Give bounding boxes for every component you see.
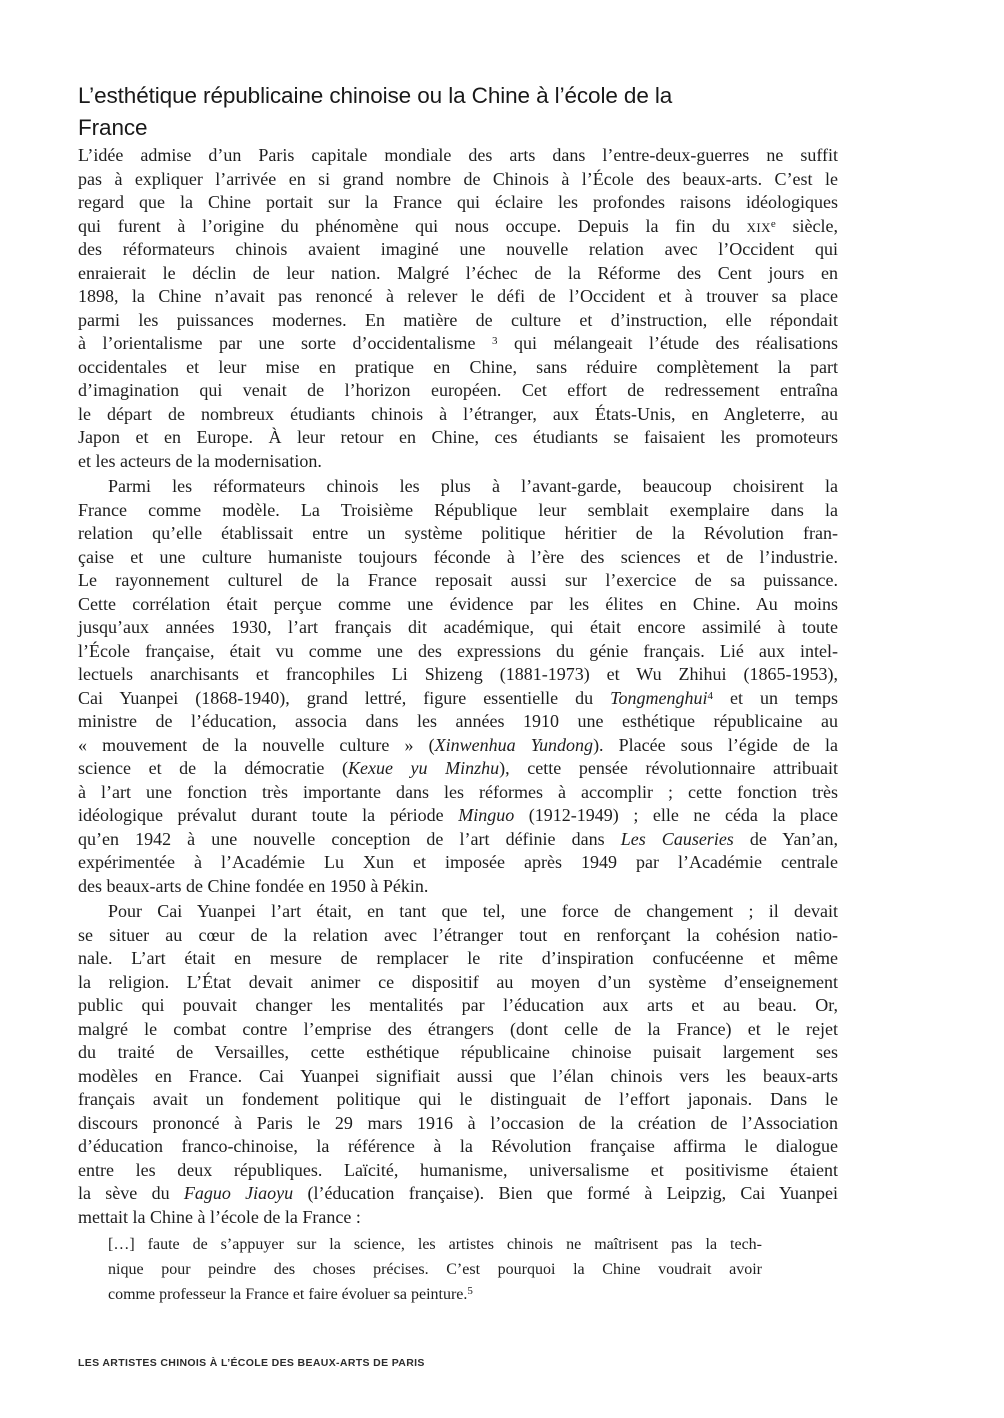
text-line: Cai Yuanpei (1868-1940), grand lettré, figure essentielle du Tongmenghui$^4$ et un temps [78,687,839,708]
text-line: d’éducation franco-chinoise, la référence à la Révolution française affirma le dialogue [78,1136,838,1156]
text-line: Japon et en Europe. À leur retour en Chine, ces étudiants se faisaient les promoteurs [78,427,838,447]
text-line: discours prononcé à Paris le 29 mars 1916 à l’occasion de la création de l’Association [78,1112,838,1133]
text-line: modèles en France. Cai Yuanpei signifiait aussi que l’élan chinois vers les beaux-arts [78,1065,838,1086]
text-line: occidentales et leur mise en pratique en Chine, sans réduire complètement la part [78,356,838,377]
text-line: la religion. L’État devait animer ce dispositif au moyen d’un système d’enseignement [78,971,838,992]
text-line: Parmi les réformateurs chinois les plus à l’avant-garde, beaucoup choisirent la [108,476,838,496]
text-line: Cette corrélation était perçue comme une évidence par les élites en Chine. Au moins [78,593,838,614]
text-line: l’École française, était vu comme une des expressions du génie français. Lié aux intel- [78,640,838,661]
text-line: le départ de nombreux étudiants chinois à l’étranger, aux États-Unis, en Angleterre, au [78,403,838,424]
text-line: France comme modèle. La Troisième République leur semblait exemplaire dans la [78,499,838,520]
text-line: regard que la Chine portait sur la France qui éclaire les profondes raisons idéologiques [78,192,838,212]
text-line: et les acteurs de la modernisation. [78,450,322,471]
blockquote-line: nique pour peindre des choses précises. C’est pourquoi la Chine voudrait avoir [108,1261,762,1278]
text-line: jusqu’aux années 1930, l’art français dit académique, qui était encore assimilé à toute [78,617,838,637]
text-line: public qui pouvait changer les mentalités par l’éducation aux arts et au beau. Or, [78,995,838,1015]
page-title-line: France [78,115,148,140]
text-line: à l’orientalisme par une sorte d’occidentalisme $^3$ qui mélangeait l’étude des réalisations [78,333,839,353]
text-line: mettait la Chine à l’école de la France : [78,1206,361,1227]
text-line: L’idée admise d’un Paris capitale mondiale des arts dans l’entre-deux-guerres ne suffit [78,145,838,165]
text-line: qu’en 1942 à une nouvelle conception de l’art définie dans Les Causeries de Yan’an, [78,828,838,849]
body-paragraph [78,900,838,1229]
text-line: entre les deux républiques. Laïcité, humanisme, universalisme et positivisme étaient [78,1159,838,1180]
text-line: la sève du Faguo Jiaoyu (l’éducation française). Bien que formé à Leipzig, Cai Yuanpei [78,1183,838,1203]
footer-running-title: LES ARTISTES CHINOIS À L’ÉCOLE DES BEAUX-ARTS DE PARIS [78,1357,425,1369]
text-line: des réformateurs chinois avaient imaginé une nouvelle relation avec l’Occident qui [78,239,838,259]
blockquote [108,1232,762,1307]
page-title [78,80,838,144]
text-line: « mouvement de la nouvelle culture » (Xinwenhua Yundong). Placée sous l’égide de la [78,734,838,755]
body-paragraph [78,475,838,898]
text-line: pas à expliquer l’arrivée en si grand nombre de Chinois à l’École des beaux-arts. C’est le [78,168,838,189]
text-line: lectuels anarchisants et francophiles Li Shizeng (1881-1973) et Wu Zhihui (1865-1953), [78,664,838,684]
text-line: expérimentée à l’Académie Lu Xun et imposée après 1949 par l’Académie centrale [78,852,838,872]
text-line: 1898, la Chine n’avait pas renoncé à relever le défi de l’Occident et à trouver sa place [78,286,838,306]
text-line: parmi les puissances modernes. En matière de culture et d’instruction, elle répondait [78,309,838,330]
body-text [78,144,838,1229]
text-line: ministre de l’éducation, associa dans les années 1910 une esthétique républicaine au [78,711,838,731]
text-line: français avait un fondement politique qui le distinguait de l’effort japonais. Dans le [78,1089,838,1109]
text-line: nale. L’art était en mesure de remplacer le rite d’inspiration confucéenne et même [78,948,838,968]
text-line: du traité de Versailles, cette esthétique républicaine chinoise puisait largement ses [78,1042,838,1062]
text-line: des beaux-arts de Chine fondée en 1950 à Pékin. [78,875,429,896]
text-line: à l’art une fonction très importante dans les réformes à accomplir ; cette fonction très [78,781,838,802]
text-line: se situer au cœur de la relation avec l’étranger tout en renforçant la cohésion natio- [78,924,838,945]
page-content [78,80,838,1307]
text-line: qui furent à l’origine du phénomène qui nous occupe. Depuis la fin du xix$^e$ siècle, [78,215,838,236]
blockquote-line: comme professeur la France et faire évoluer sa peinture.$^5$ [108,1285,473,1303]
text-line: idéologique prévalut durant toute la période Minguo (1912-1949) ; elle ne céda la place [78,805,838,825]
text-line: enraierait le déclin de leur nation. Malgré l’échec de la Réforme des Cent jours en [78,262,838,283]
text-line: d’imagination qui venait de l’horizon européen. Cet effort de redressement entraîna [78,380,838,400]
blockquote-line: […] faute de s’appuyer sur la science, les artistes chinois ne maîtrisent pas la tech- [108,1236,762,1253]
body-paragraph [78,144,838,473]
text-line: Pour Cai Yuanpei l’art était, en tant que tel, une force de changement ; il devait [108,901,838,921]
text-line: çaise et une culture humaniste toujours féconde à l’ère des sciences et de l’industrie. [78,546,838,567]
page-title-line: L’esthétique républicaine chinoise ou la Chine à l’école de la [78,83,673,108]
text-line: relation qu’elle établissait entre un système politique héritier de la Révolution fran- [78,523,838,543]
text-line: science et de la démocratie (Kexue yu Minzhu), cette pensée révolutionnaire attribuait [78,758,839,778]
text-line: Le rayonnement culturel de la France reposait aussi sur l’exercice de sa puissance. [78,570,838,590]
text-line: malgré le combat contre l’emprise des étrangers (dont celle de la France) et le rejet [78,1018,838,1039]
